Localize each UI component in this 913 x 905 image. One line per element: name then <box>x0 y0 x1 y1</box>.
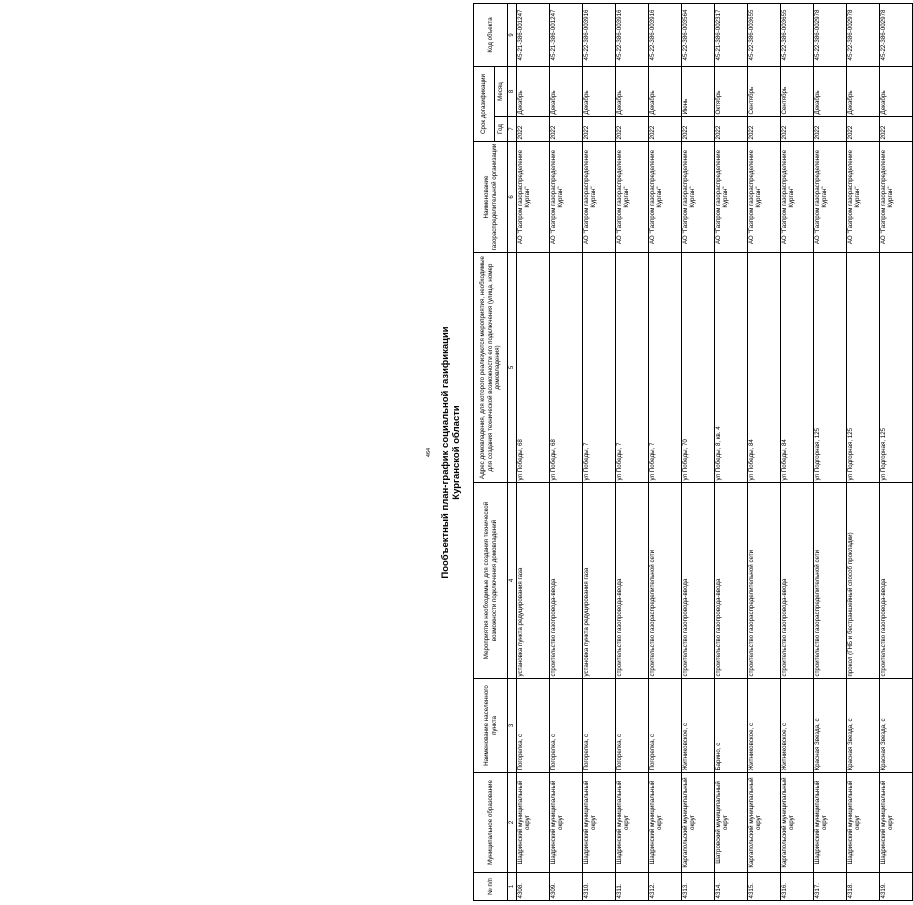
document-title <box>440 0 462 905</box>
cell-organization: АО "Газпром газораспределение Курган" <box>814 142 847 253</box>
cell-measures: строительство газопровода-ввода <box>616 483 649 679</box>
cell-year: 2022 <box>781 117 814 142</box>
cell-month: Декабрь <box>616 67 649 117</box>
column-number: 8 <box>508 67 517 117</box>
cell-year: 2022 <box>550 117 583 142</box>
cell-number: 4311. <box>616 873 649 901</box>
cell-code: 45-22-386-002978 <box>880 4 913 67</box>
cell-month: Декабрь <box>847 67 880 117</box>
cell-settlement: Красная Звезда, с <box>814 679 847 773</box>
cell-organization: АО "Газпром газораспределение Курган" <box>880 142 913 253</box>
table-row <box>517 4 550 901</box>
cell-measures: строительство газораспределительной сети <box>649 483 682 679</box>
cell-settlement: Житниковское, с <box>682 679 715 773</box>
cell-organization: АО "Газпром газораспределение Курган" <box>517 142 550 253</box>
cell-organization: АО "Газпром газораспределение Курган" <box>682 142 715 253</box>
column-number: 2 <box>508 773 517 873</box>
cell-month: Декабрь <box>550 67 583 117</box>
cell-address: ул Победы, 8, кв. 4 <box>715 253 748 483</box>
cell-year: 2022 <box>847 117 880 142</box>
cell-municipality: Шатровский муниципальный округ <box>715 773 748 873</box>
cell-municipality: Шадринский муниципальный округ <box>649 773 682 873</box>
cell-settlement: Красная Звезда, с <box>880 679 913 773</box>
cell-settlement: Погорелка, с <box>616 679 649 773</box>
cell-settlement: Погорелка, с <box>550 679 583 773</box>
header-address: Адрес домовладения, для которого реализуются мероприятия, необходимые для создания технической возможности его подключения (улица, номер домовладения) <box>474 253 508 483</box>
cell-measures: строительство газораспределительной сети <box>814 483 847 679</box>
cell-address: ул Победы, 7 <box>583 253 616 483</box>
table-row <box>781 4 814 901</box>
column-number: 1 <box>508 873 517 901</box>
cell-measures: строительство газопровода-ввода <box>781 483 814 679</box>
table-row <box>847 4 880 901</box>
table-row <box>748 4 781 901</box>
cell-month: Октябрь <box>715 67 748 117</box>
cell-measures: установка пункта редуцирования газа <box>583 483 616 679</box>
header-measures: Мероприятия необходимые для создания технической возможности подключения домовладений <box>474 483 508 679</box>
cell-measures: строительство газопровода-ввода <box>682 483 715 679</box>
cell-number: 4308. <box>517 873 550 901</box>
cell-number: 4319. <box>880 873 913 901</box>
cell-measures: строительство газораспределительной сети <box>748 483 781 679</box>
title-line-2: Курганской области <box>451 405 462 500</box>
cell-settlement: Погорелка, с <box>583 679 616 773</box>
cell-number: 4313. <box>682 873 715 901</box>
cell-organization: АО "Газпром газораспределение Курган" <box>583 142 616 253</box>
cell-year: 2022 <box>583 117 616 142</box>
cell-settlement: Красная Звезда, с <box>847 679 880 773</box>
cell-settlement: Погорелка, с <box>649 679 682 773</box>
cell-code: 45-22-386-003655 <box>781 4 814 67</box>
table-row <box>682 4 715 901</box>
cell-organization: АО "Газпром газораспределение Курган" <box>748 142 781 253</box>
cell-municipality: Шадринский муниципальный округ <box>847 773 880 873</box>
cell-year: 2022 <box>682 117 715 142</box>
table-row <box>814 4 847 901</box>
page-number: 464 <box>426 447 432 458</box>
table-body <box>517 4 913 901</box>
cell-code: 45-21-386-001247 <box>550 4 583 67</box>
cell-municipality: Шадринский муниципальный округ <box>814 773 847 873</box>
cell-address: ул Подгорная, 125 <box>847 253 880 483</box>
cell-code: 45-22-386-003916 <box>583 4 616 67</box>
cell-address: ул Подгорная, 125 <box>814 253 847 483</box>
cell-settlement: Житниковское, с <box>781 679 814 773</box>
table-row <box>583 4 616 901</box>
cell-number: 4318. <box>847 873 880 901</box>
cell-month: Июнь <box>682 67 715 117</box>
column-number: 7 <box>508 117 517 142</box>
table-row <box>649 4 682 901</box>
cell-settlement: Барино, с <box>715 679 748 773</box>
cell-organization: АО "Газпром газораспределение Курган" <box>715 142 748 253</box>
cell-measures: прокол (ГНБ и бестраншейный способ прокладки) <box>847 483 880 679</box>
cell-settlement: Погорелка, с <box>517 679 550 773</box>
column-number: 6 <box>508 142 517 253</box>
cell-number: 4310. <box>583 873 616 901</box>
cell-code: 45-22-386-002978 <box>847 4 880 67</box>
cell-code: 45-22-386-003564 <box>682 4 715 67</box>
cell-address: ул Победы, 7 <box>616 253 649 483</box>
cell-number: 4314. <box>715 873 748 901</box>
cell-address: ул Подгорная, 125 <box>880 253 913 483</box>
cell-month: Декабрь <box>814 67 847 117</box>
header-year: Год <box>495 117 508 142</box>
cell-measures: строительство газопровода-ввода <box>715 483 748 679</box>
cell-number: 4312. <box>649 873 682 901</box>
cell-address: ул Победы, 68 <box>550 253 583 483</box>
header-code: Код объекта <box>474 4 508 67</box>
gasification-plan-table <box>473 3 913 901</box>
cell-month: Декабрь <box>649 67 682 117</box>
cell-code: 45-22-386-003916 <box>649 4 682 67</box>
cell-address: ул Победы, 84 <box>748 253 781 483</box>
header-settlement: Наименование населенного пункта <box>474 679 508 773</box>
cell-year: 2022 <box>517 117 550 142</box>
cell-month: Декабрь <box>517 67 550 117</box>
cell-year: 2022 <box>748 117 781 142</box>
cell-address: ул Победы, 7 <box>649 253 682 483</box>
cell-code: 45-22-386-002978 <box>814 4 847 67</box>
cell-municipality: Шадринский муниципальный округ <box>550 773 583 873</box>
cell-code: 45-21-386-002317 <box>715 4 748 67</box>
cell-number: 4316. <box>781 873 814 901</box>
header-term: Срок догазификации <box>474 67 495 142</box>
column-number: 3 <box>508 679 517 773</box>
cell-number: 4315. <box>748 873 781 901</box>
cell-month: Сентябрь <box>748 67 781 117</box>
cell-number: 4309. <box>550 873 583 901</box>
cell-address: ул Победы, 68 <box>517 253 550 483</box>
cell-measures: строительство газопровода-ввода <box>550 483 583 679</box>
cell-month: Декабрь <box>880 67 913 117</box>
cell-year: 2022 <box>616 117 649 142</box>
header-no: № п/п <box>474 873 508 901</box>
column-number: 5 <box>508 253 517 483</box>
header-organization: Наименование газораспределительной организации <box>474 142 508 253</box>
cell-code: 45-22-386-003916 <box>616 4 649 67</box>
cell-municipality: Шадринский муниципальный округ <box>583 773 616 873</box>
cell-municipality: Каргапольский муниципальный округ <box>781 773 814 873</box>
cell-year: 2022 <box>715 117 748 142</box>
cell-year: 2022 <box>814 117 847 142</box>
cell-organization: АО "Газпром газораспределение Курган" <box>649 142 682 253</box>
table-row <box>616 4 649 901</box>
cell-organization: АО "Газпром газораспределение Курган" <box>847 142 880 253</box>
cell-municipality: Шадринский муниципальный округ <box>880 773 913 873</box>
cell-code: 45-22-386-003655 <box>748 4 781 67</box>
cell-municipality: Каргапольский муниципальный округ <box>748 773 781 873</box>
cell-settlement: Житниковское, с <box>748 679 781 773</box>
column-number: 9 <box>508 4 517 67</box>
cell-code: 45-21-386-001247 <box>517 4 550 67</box>
column-numbers-row <box>508 4 517 901</box>
cell-year: 2022 <box>649 117 682 142</box>
table-row <box>715 4 748 901</box>
cell-address: ул Победы, 70 <box>682 253 715 483</box>
header-municipality: Муниципальное образование <box>474 773 508 873</box>
cell-month: Декабрь <box>583 67 616 117</box>
cell-organization: АО "Газпром газораспределение Курган" <box>550 142 583 253</box>
title-line-1: Пообъектный план-график социальной газификации <box>440 326 451 579</box>
table-row <box>880 4 913 901</box>
column-number: 4 <box>508 483 517 679</box>
cell-organization: АО "Газпром газораспределение Курган" <box>781 142 814 253</box>
cell-address: ул Победы, 84 <box>781 253 814 483</box>
cell-month: Сентябрь <box>781 67 814 117</box>
cell-municipality: Шадринский муниципальный округ <box>517 773 550 873</box>
cell-measures: установка пункта редуцирования газа <box>517 483 550 679</box>
cell-municipality: Шадринский муниципальный округ <box>616 773 649 873</box>
cell-municipality: Каргапольский муниципальный округ <box>682 773 715 873</box>
table-row <box>550 4 583 901</box>
cell-number: 4317. <box>814 873 847 901</box>
header-month: Месяц <box>495 67 508 117</box>
cell-measures: строительство газопровода-ввода <box>880 483 913 679</box>
cell-organization: АО "Газпром газораспределение Курган" <box>616 142 649 253</box>
cell-year: 2022 <box>880 117 913 142</box>
